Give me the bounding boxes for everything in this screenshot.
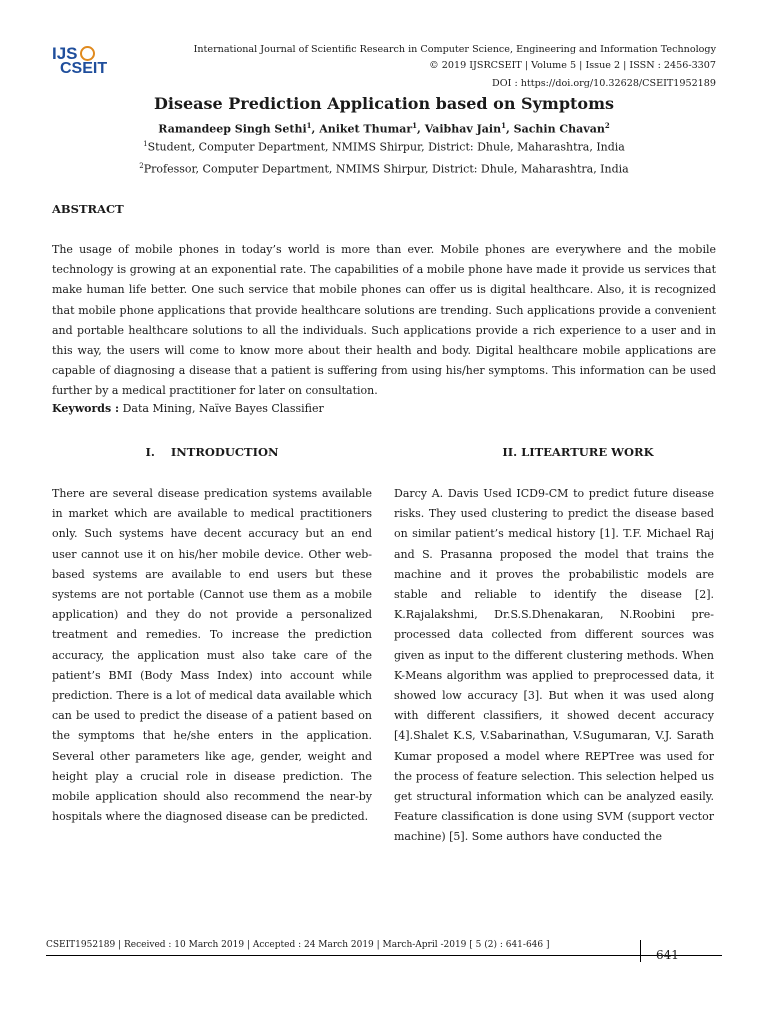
author-name: Sachin Chavan	[513, 122, 605, 136]
author-separator: ,	[311, 122, 320, 136]
affil-mark: 1	[143, 140, 148, 148]
journal-name: International Journal of Scientific Research in Computer Science, Engineering and Information Technology	[193, 44, 716, 55]
literature-heading: II. LITEARTURE WORK	[502, 445, 654, 459]
volume-info: © 2019 IJSRCSEIT | Volume 5 | Issue 2 | ISSN : 2456-3307	[429, 60, 716, 71]
affil-text: Student, Computer Department, NMIMS Shirpur, District: Dhule, Maharashtra, India	[147, 140, 625, 154]
author-list	[0, 121, 768, 136]
page-number-divider	[640, 940, 641, 962]
author-affil-mark: 1	[501, 121, 506, 130]
affil-mark: 2	[139, 162, 144, 170]
intro-heading: I. INTRODUCTION	[145, 445, 279, 459]
intro-body: There are several disease predication systems available in market which are available to medical practitioners only. Such systems have decent accuracy but an end user cannot use it on his/her mobile device. Other web-based systems are available to end users but these systems are not portable (Cannot use them as a mobile application) and they do not provide a personalized treatment and remedies. To increase the prediction accuracy, the application must also take care of the patient’s BMI (Body Mass Index) into account while prediction. There is a lot of medical data available which can be used to predict the disease of a patient based on the symptoms that he/she enters in the application. Several other parameters like age, gender, weight and height play a crucial role in disease prediction. The mobile application should also recommend the near-by hospitals where the diagnosed disease can be predicted.	[52, 487, 372, 824]
author-affil-mark: 1	[412, 121, 418, 130]
footer-divider	[46, 955, 722, 956]
logo-text-top: IJS	[52, 44, 78, 63]
journal-logo	[50, 44, 112, 80]
keywords-list: Data Mining, Naïve Bayes Classifier	[119, 402, 324, 415]
abstract-body: The usage of mobile phones in today’s world is more than ever. Mobile phones are everywhere and the mobile technology is growing at an exponential rate. The capabilities of a mobile phone have made it provide us services that make human life better. One such service that mobile phones can offer us is digital healthcare. Also, it is recognized that mobile phone applications that provide healthcare solutions are trending. Such applications provide a convenient and portable healthcare solutions to all the individuals. Such applications provide a rich experience to a user and in this way, the users will come to know more about their health and body. Digital healthcare mobile applications are capable of diagnosing a disease that a patient is suffering from using his/her symptoms. This information can be used further by a medical practitioner for later on consultation.	[52, 243, 716, 398]
author-affil-mark: 1	[306, 121, 312, 130]
author-name: Ramandeep Singh Sethi	[158, 122, 307, 136]
abstract-heading: ABSTRACT	[52, 202, 124, 216]
author-affil-mark: 2	[604, 121, 610, 130]
affiliation-2	[0, 162, 768, 176]
author-name: Vaibhav Jain	[424, 122, 502, 136]
author-name: Aniket Thumar	[319, 122, 413, 136]
keywords	[52, 402, 324, 415]
affil-text: Professor, Computer Department, NMIMS Shirpur, District: Dhule, Maharashtra, India	[143, 162, 629, 176]
author-separator: ,	[505, 122, 514, 136]
literature-body: Darcy A. Davis Used ICD9-CM to predict future disease risks. They used clustering to predict the disease based on similar patient’s medical history [1]. T.F. Michael Raj and S. Prasanna proposed the model that trains the machine and it proves the probabilistic models are stable and reliable to identify the disease [2]. K.Rajalakshmi, Dr.S.S.Dhenakaran, N.Roobini pre-processed data collected from different sources was given as input to the different clustering methods. When K-Means algorithm was applied to preprocessed data, it showed low accuracy [3]. But when it was used along with different classifiers, it showed decent accuracy [4].Shalet K.S, V.Sabarinathan, V.Sugumaran, V.J. Sarath Kumar proposed a model where REPTree was used for the process of feature selection. This selection helped us get structural information which can be analyzed easily. Feature classification is done using SVM (support vector machine) [5]. Some authors have conducted the	[394, 487, 714, 844]
paper-title: Disease Prediction Application based on Symptoms	[154, 94, 614, 113]
logo-ring-icon	[80, 46, 95, 61]
doi-link[interactable]: DOI : https://doi.org/10.32628/CSEIT1952189	[492, 78, 716, 89]
logo-text-bottom: CSEIT	[60, 60, 108, 77]
affiliation-1	[0, 140, 768, 154]
author-separator: ,	[417, 122, 425, 136]
keywords-label: Keywords :	[52, 402, 120, 415]
page-number: 641	[656, 948, 679, 962]
footer-info: CSEIT1952189 | Received : 10 March 2019 | Accepted : 24 March 2019 | March-April -2019 [ 5 (2) : 641-646 ]	[46, 940, 550, 950]
